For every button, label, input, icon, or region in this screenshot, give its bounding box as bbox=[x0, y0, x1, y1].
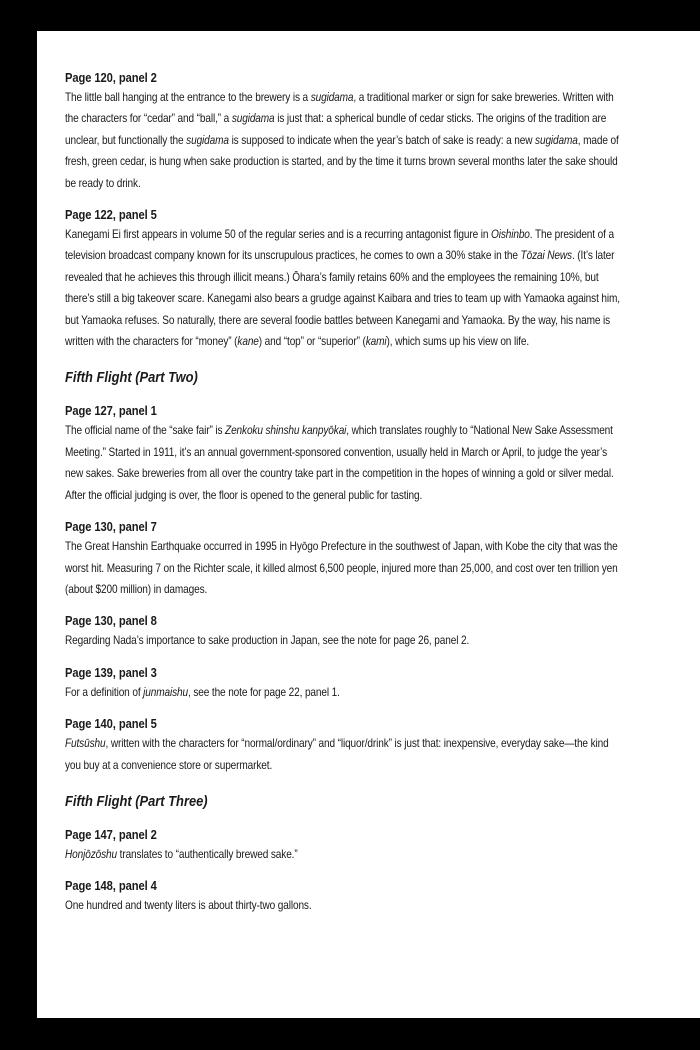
note-heading: Page 140, panel 5 bbox=[65, 716, 157, 732]
note-body: The Great Hanshin Earthquake occurred in 1995 in Hyōgo Prefecture in the southwest of Japan, with Kobe the city that was the worst hit. Measuring 7 on the Richter scale, it killed almost 6,500 people, injured more than 25,000, and cost over ten trillion yen (about $200 million) in damages. bbox=[65, 539, 618, 596]
note-heading: Page 127, panel 1 bbox=[65, 403, 157, 419]
note-heading: Page 147, panel 2 bbox=[65, 826, 157, 842]
note-body: Regarding Nada’s importance to sake production in Japan, see the note for page 26, panel 2. bbox=[65, 633, 470, 648]
document-page bbox=[37, 31, 700, 1018]
note-heading: Page 130, panel 7 bbox=[65, 519, 157, 535]
note-page-130-panel-7 bbox=[65, 518, 625, 600]
note-body: One hundred and twenty liters is about thirty-two gallons. bbox=[65, 898, 312, 913]
note-heading: Page 148, panel 4 bbox=[65, 878, 157, 894]
note-heading: Page 122, panel 5 bbox=[65, 207, 157, 223]
section-heading-fifth-flight-part-two: Fifth Flight (Part Two) bbox=[65, 369, 198, 387]
note-page-147-panel-2 bbox=[65, 826, 625, 865]
note-page-139-panel-3 bbox=[65, 664, 625, 703]
note-body: Futsūshu, written with the characters for “normal/ordinary” and “liquor/drink” is just that: inexpensive, everyday sake—the kind you buy at a convenience store or supermarket. bbox=[65, 736, 609, 772]
note-page-127-panel-1 bbox=[65, 402, 625, 506]
note-body: Honjōzōshu translates to “authentically brewed sake.” bbox=[65, 846, 298, 861]
note-page-120-panel-2 bbox=[65, 69, 625, 194]
notes-content bbox=[65, 69, 625, 929]
note-page-140-panel-5 bbox=[65, 715, 625, 776]
note-page-148-panel-4 bbox=[65, 877, 625, 916]
note-heading: Page 120, panel 2 bbox=[65, 70, 157, 85]
section-heading-fifth-flight-part-three: Fifth Flight (Part Three) bbox=[65, 792, 208, 810]
note-body: The official name of the “sake fair” is Zenkoku shinshu kanpyōkai, which translates roughly to “National New Sake Assessment Meeting.” Started in 1911, it’s an annual government-sponsored convention, usually held in March or April, to judge the year’s new sakes. Sake breweries from all over the country take part in the competition in the hopes of winning a gold or silver medal. After the official judging is over, the floor is opened to the general public for tasting. bbox=[65, 423, 614, 502]
note-heading: Page 130, panel 8 bbox=[65, 613, 157, 629]
note-page-130-panel-8 bbox=[65, 612, 625, 651]
note-page-122-panel-5 bbox=[65, 206, 625, 352]
note-heading: Page 139, panel 3 bbox=[65, 664, 157, 680]
note-body: For a definition of junmaishu, see the note for page 22, panel 1. bbox=[65, 684, 340, 699]
note-body: Kanegami Ei first appears in volume 50 of the regular series and is a recurring antagonist figure in Oishinbo. The president of a television broadcast company known for its unscrupulous practices, he comes to own a 30% stake in the Tōzai News. (It’s later revealed that he achieves this through illicit means.) Ōhara’s family retains 60% and the employees the remaining 10%, but there’s still a big takeover scare. Kanegami also bears a grudge against Kaibara and tries to team up with Yamaoka against him, but Yamaoka refuses. So naturally, there are several foodie battles between Kanegami and Yamaoka. By the way, his name is written with the characters for “money” (kane) and “top” or “superior” (kami), which sums up his view on life. bbox=[65, 227, 620, 349]
note-body: The little ball hanging at the entrance to the brewery is a sugidama, a traditional marker or sign for sake breweries. Written with the characters for “cedar” and “ball,” a sugidama is just that: a spherical bundle of cedar sticks. The origins of the tradition are unclear, but functionally the sugidama is supposed to indicate when the year’s batch of sake is ready: a new sugidama, made of fresh, green cedar, is hung when sake production is started, and by the time it turns brown several months later the sake should be ready to drink. bbox=[65, 90, 619, 190]
